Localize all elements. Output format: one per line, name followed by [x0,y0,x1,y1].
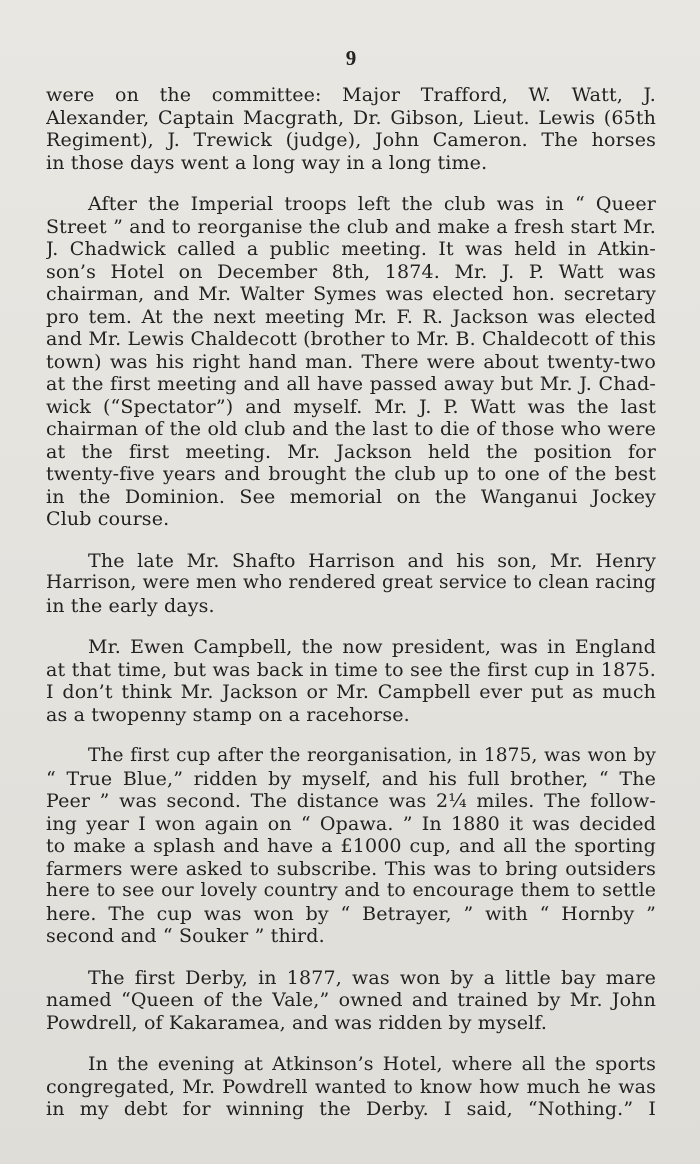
text-line: and Mr. Lewis Chaldecott (brother to Mr. B. Chaldecott of this [46,328,656,350]
paragraph [46,745,656,948]
text-line: After the Imperial troops left the club was in “ Queer [88,193,656,215]
text-line: to make a splash and have a £1000 cup, and all the sporting [46,835,656,857]
text-line: Club course. [46,508,170,530]
page-number: 9 [345,46,357,70]
text-line: I don’t think Mr. Jackson or Mr. Campbell ever put as much [46,681,656,703]
text-line: ing year I won again on “ Opawa. ” In 1880 it was decided [46,812,656,835]
text-line: J. Chadwick called a public meeting. It was held in Atkin- [46,238,656,260]
text-line: second and “ Souker ” third. [46,925,325,947]
text-line: The late Mr. Shafto Harrison and his son, Mr. Henry [88,549,656,572]
paragraph [46,193,656,531]
text-line: in the early days. [46,594,215,617]
text-line: as a twopenny stamp on a racehorse. [46,703,410,726]
text-line: here to see our lovely country and to encourage them to settle [46,880,656,901]
text-line: in my debt for winning the Derby. I said, “Nothing.” I [46,1098,656,1120]
text-line: Mr. Ewen Campbell, the now president, was in England [88,636,656,658]
text-line: pro tem. At the next meeting Mr. F. R. Jackson was elected [46,305,656,328]
text-line: town) was his right hand man. There were about twenty-two [46,350,656,373]
paragraph [46,550,656,618]
text-line: here. The cup was won by “ Betrayer, ” with “ Hornby ” [46,902,656,925]
text-line: at that time, but was back in time to see the first cup in 1875. [46,658,656,681]
text-line: farmers were asked to subscribe. This was to bring outsiders [46,857,656,880]
paragraph [46,967,656,1035]
text-line: Peer ” was second. The distance was 2¼ miles. The follow- [46,790,656,812]
text-line: In the evening at Atkinson’s Hotel, where all the sports [88,1053,656,1075]
text-line: Powdrell, of Kakaramea, and was ridden by myself. [46,1011,548,1034]
text-line: son’s Hotel on December 8th, 1874. Mr. J. P. Watt was [46,260,656,283]
text-line: Street ” and to reorganise the club and make a fresh start Mr. [46,215,656,238]
text-line: Harrison, were men who rendered great service to clean racing [46,572,656,593]
text-line: in those days went a long way in a long time. [46,151,488,174]
text-line: in the Dominion. See memorial on the Wanganui Jockey [46,485,656,508]
text-line: at the first meeting. Mr. Jackson held the position for [46,440,656,463]
text-line: Alexander, Captain Macgrath, Dr. Gibson, Lieut. Lewis (65th [46,106,656,129]
text-line: “ True Blue,” ridden by myself, and his full brother, “ The [46,767,656,790]
paragraph [46,1053,656,1121]
text-line: chairman, and Mr. Walter Symes was elected hon. secretary [46,283,656,305]
text-line: at the first meeting and all have passed away but Mr. J. Chad- [46,373,656,395]
body-text [46,84,656,1121]
paragraph [46,636,656,726]
text-line: chairman of the old club and the last to die of those who were [46,418,656,440]
text-line: wick (“Spectator”) and myself. Mr. J. P. Watt was the last [46,395,656,418]
text-line: The first Derby, in 1877, was won by a little bay mare [88,966,656,989]
paragraph [46,84,656,174]
text-line: were on the committee: Major Trafford, W. Watt, J. [46,84,656,106]
text-line: congregated, Mr. Powdrell wanted to know how much he was [46,1075,656,1098]
text-line: The first cup after the reorganisation, in 1875, was won by [88,745,656,766]
text-line: Regiment), J. Trewick (judge), John Cameron. The horses [46,129,656,151]
text-line: twenty-five years and brought the club up to one of the best [46,463,656,485]
text-line: named “Queen of the Vale,” owned and trained by Mr. John [46,989,656,1011]
